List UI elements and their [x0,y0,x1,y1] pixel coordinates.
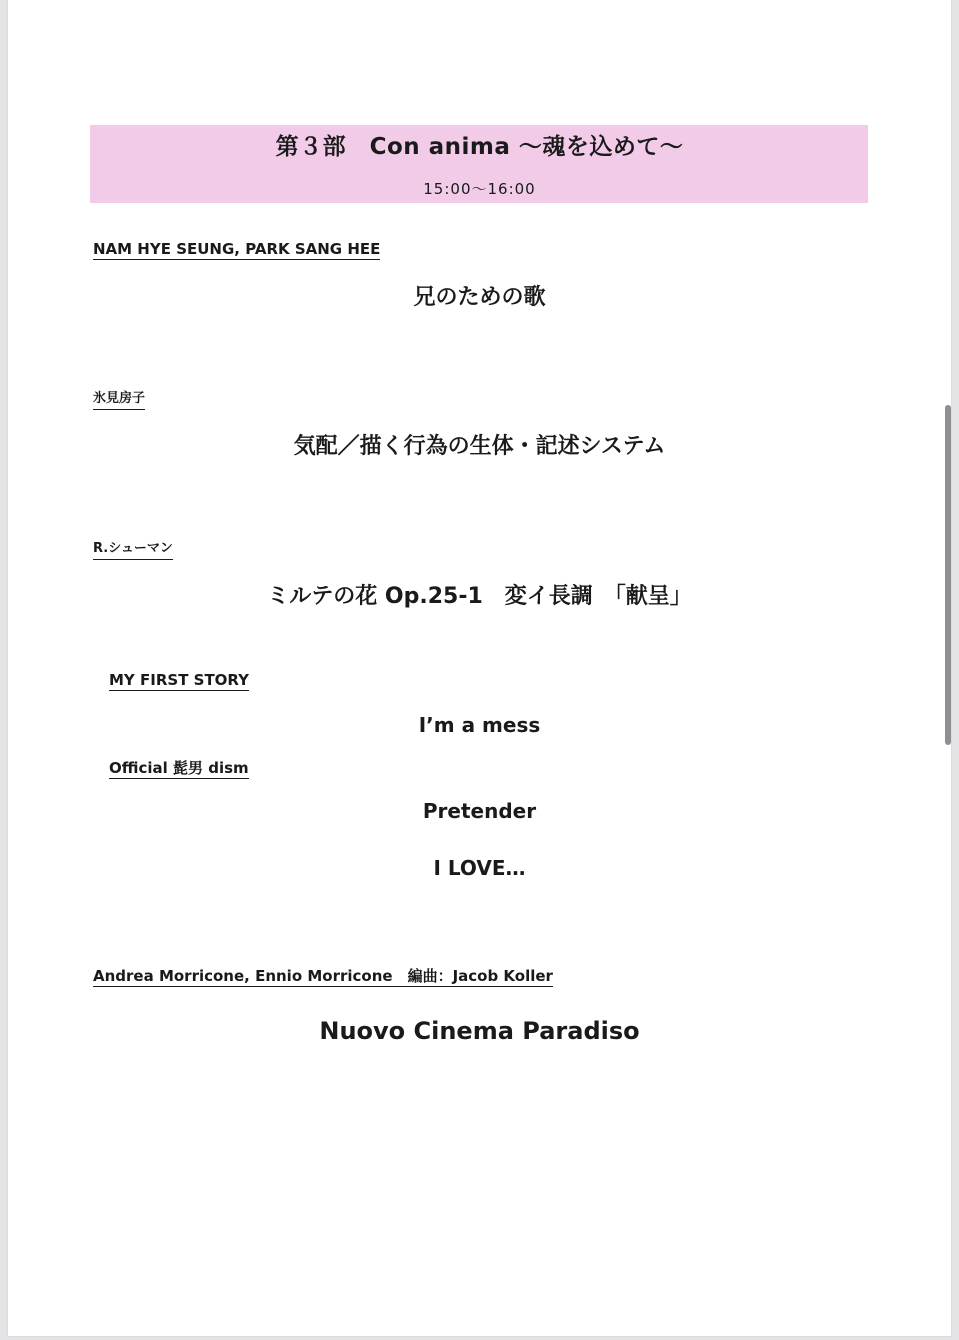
composer-6: Andrea Morricone, Ennio Morricone 編曲：Jacob Koller [93,967,553,985]
composer-4: MY FIRST STORY [109,671,250,689]
piece-5a: Pretender [422,799,537,823]
composer-1: NAM HYE SEUNG, PARK SANG HEE [93,240,381,258]
piece-3: ミルテの花 Op.25-1 変イ長調 「献呈」 [267,584,692,609]
composer-3: R.シューマン [93,540,173,560]
composer-2: 氷見房子 [93,390,145,410]
piece-6: Nuovo Cinema Paradiso [319,1017,640,1045]
document-page [8,0,951,1336]
piece-4: I’m a mess [418,713,541,737]
section-time: 15:00～16:00 [423,180,536,198]
piece-1: 兄のための歌 [413,285,546,310]
composer-5: Official 髭男 dism [109,759,249,777]
piece-5b: I LOVE… [433,856,526,880]
piece-2: 気配／描く行為の生体・記述システム [293,434,666,459]
vertical-scrollbar[interactable] [945,405,951,745]
section-title: 第３部 Con anima ～魂を込めて～ [275,134,684,160]
